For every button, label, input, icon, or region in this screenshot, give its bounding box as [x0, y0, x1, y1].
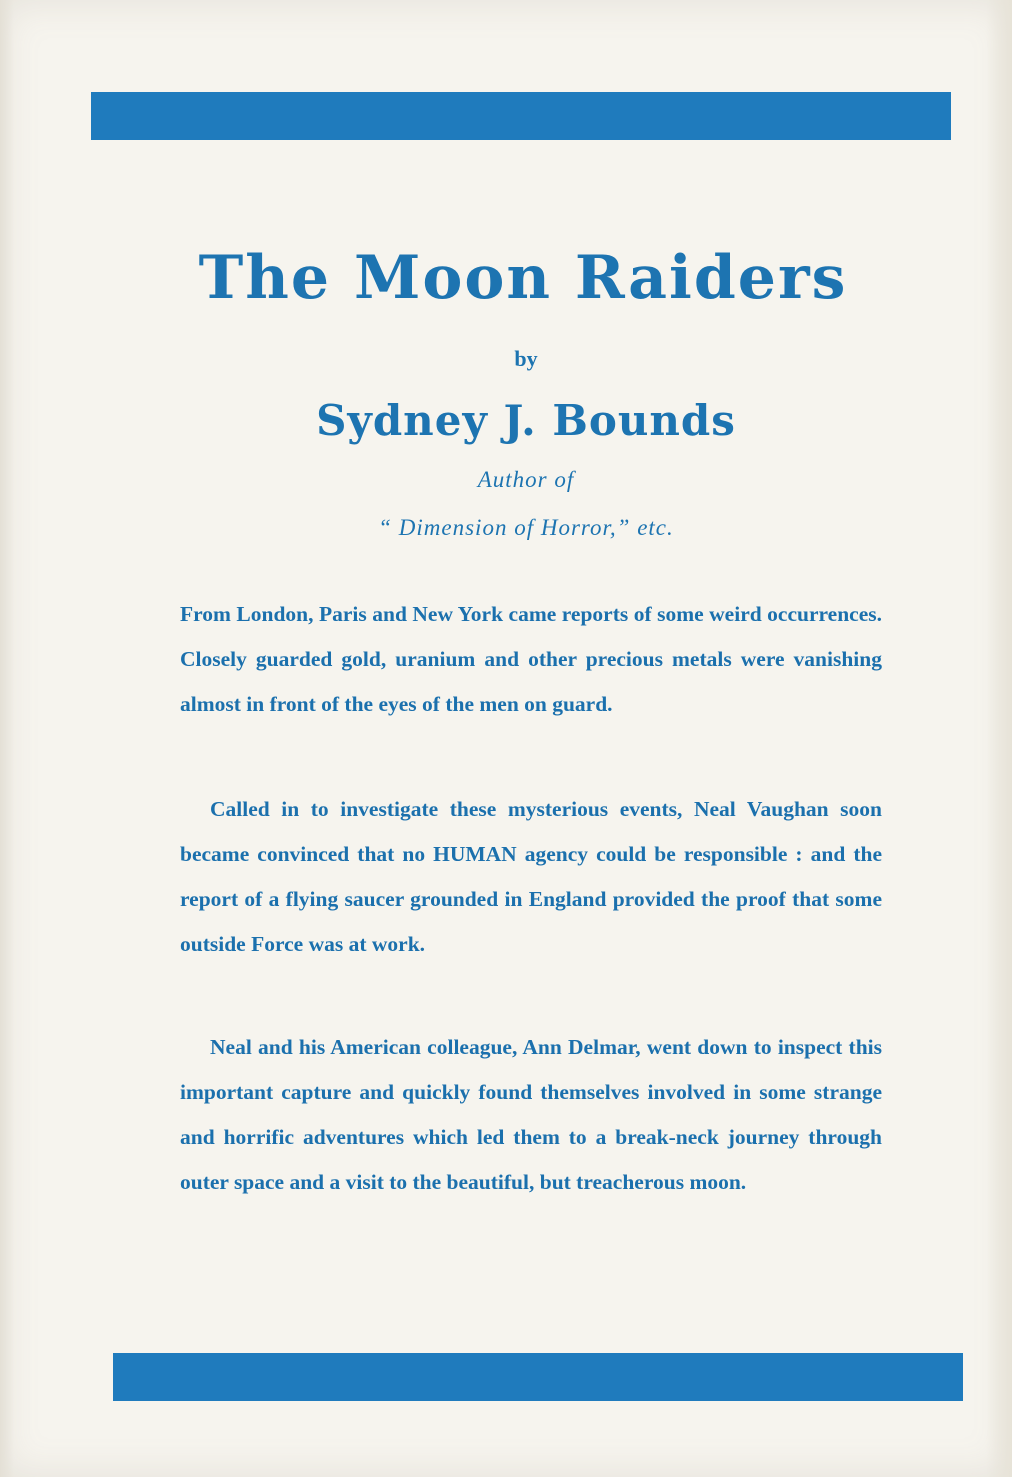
author-name: Sydney J. Bounds — [316, 396, 736, 445]
bottom-decorative-band — [113, 1353, 963, 1401]
blurb-paragraph-2: Called in to investigate these mysterious events, Neal Vaughan soon became convinced that no HUMAN agency could be responsible : and the report of a flying saucer grounded in England provided the proof that some outside Force was at work. — [180, 797, 882, 956]
book-title: The Moon Raiders — [198, 243, 848, 313]
blurb-paragraph-1: From London, Paris and New York came reports of some weird occurrences. Closely guarded gold, uranium and other precious metals were vanishing almost in front of the eyes of the men on guard. — [180, 602, 882, 716]
paper-edge-left — [0, 0, 14, 1477]
by-line: by — [514, 346, 538, 371]
previous-work: “ Dimension of Horror,” etc. — [378, 515, 674, 540]
blurb-paragraph-3: Neal and his American colleague, Ann Delmar, went down to inspect this important capture and quickly found themselves involved in some strange and horrific adventures which led them to a break-neck journey through outer space and a visit to the beautiful, but treacherous moon. — [180, 1035, 882, 1194]
author-of-label: Author of — [477, 467, 575, 492]
paper-edge-right — [986, 0, 1012, 1477]
top-decorative-band — [91, 92, 951, 140]
